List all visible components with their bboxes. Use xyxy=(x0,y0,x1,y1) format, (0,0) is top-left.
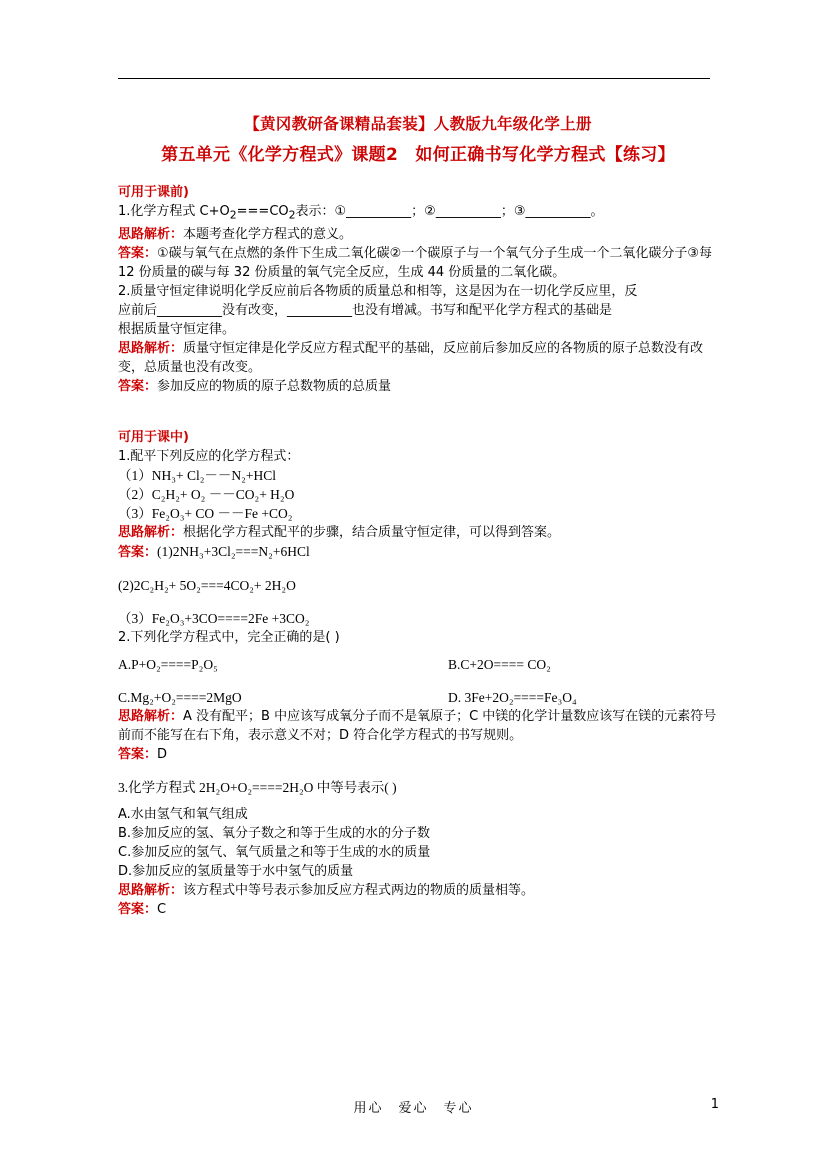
inclass-q1-answer-3: （3）Fe₂O₃+3CO====2Fe +3CO₂ xyxy=(118,610,310,626)
q2-stem-line1: 2.质量守恒定律说明化学反应前后各物质的质量总和相等，这是因为在一切化学反应里，反 xyxy=(118,283,638,299)
q1-stem-before-class: 1.化学方程式 $C+O_2===CO_2$表示：①__________；②__________；③__________。 xyxy=(118,204,604,222)
answer-label: 答案： xyxy=(118,245,158,261)
q1-hint-before-class xyxy=(118,225,718,244)
document-title-line2: 第五单元《化学方程式》课题2 如何正确书写化学方程式【练习】 xyxy=(161,145,675,165)
hint-label: 思路解析： xyxy=(118,226,184,242)
hint-label: 思路解析： xyxy=(118,524,184,540)
inclass-q2-answer-text: D xyxy=(157,746,168,762)
inclass-q3-answer xyxy=(118,900,718,919)
hint-label: 思路解析： xyxy=(118,882,184,898)
q1-answer-before-class xyxy=(118,244,718,282)
q1-stem-part1: 1.化学方程式 C+O xyxy=(118,204,230,219)
inclass-q1-hint-text: 根据化学方程式配平的步骤，结合质量守恒定律，可以得到答案。 xyxy=(183,524,561,540)
inclass-q2-options-row-2 xyxy=(118,688,718,707)
inclass-q3-answer-text: C xyxy=(157,901,167,917)
q2-hint-before-class xyxy=(118,339,718,377)
inclass-q2-options-row-1 xyxy=(118,655,718,674)
answer-label: 答案： xyxy=(118,901,158,917)
inclass-q2-option-a: A.P+O₂====P₂O₅ xyxy=(118,656,218,672)
q2-answer-before-class xyxy=(118,377,718,396)
section-heading-before-class: 可用于课前) xyxy=(118,185,189,200)
q1-stem-part3: 表示：①__________；②__________；③__________。 xyxy=(295,204,604,219)
inclass-q1-item-3: （3）Fe₂O₃+ CO －－Fe +CO₂ xyxy=(118,505,293,521)
q2-stem-line3: 根据质量守恒定律。 xyxy=(118,321,236,337)
inclass-q3-option-b: B.参加反应的氢、氧分子数之和等于生成的水的分子数 xyxy=(118,825,431,841)
inclass-q2-answer xyxy=(118,745,718,764)
section-heading-in-class: 可用于课中) xyxy=(118,429,189,445)
hint-label: 思路解析： xyxy=(118,340,184,356)
hint-label: 思路解析： xyxy=(118,708,184,724)
document-body xyxy=(118,104,718,919)
inclass-q3-hint-text: 该方程式中等号表示参加反应方程式两边的物质的质量相等。 xyxy=(183,882,535,898)
q1-answer-text: ①碳与氧气在点燃的条件下生成二氧化碳②一个碳原子与一个氧气分子生成一个二氧化碳分子③每 12 份质量的碳与每 32 份质量的氧气完全反应，生成 44 份质量的二氧化碳。 xyxy=(118,245,712,280)
inclass-q1-answer-1 xyxy=(118,542,718,562)
inclass-q2-option-b: B.C+2O==== CO₂ xyxy=(448,656,551,672)
document-title-line1: 【黄冈教研备课精品套装】人教版九年级化学上册 xyxy=(244,115,592,133)
inclass-q2-hint-text: A 没有配平；B 中应该写成氧分子而不是氧原子；C 中镁的化学计量数应该写在镁的元素符号前而不能写在右下角，表示意义不对；D 符合化学方程式的书写规则。 xyxy=(118,708,717,743)
page-number: 1 xyxy=(710,1097,719,1112)
inclass-q3-option-a: A.水由氢气和氧气组成 xyxy=(118,806,248,822)
answer-label: 答案： xyxy=(118,378,158,394)
header-rule xyxy=(118,78,710,79)
inclass-q3-hint xyxy=(118,881,718,900)
page-footer: 用心 爱心 专心 xyxy=(353,1101,474,1116)
q2-hint-text: 质量守恒定律是化学反应方程式配平的基础，反应前后参加反应的各物质的原子总数没有改变，总质量也没有改变。 xyxy=(118,340,704,375)
inclass-q1-stem: 1.配平下列反应的化学方程式： xyxy=(118,448,300,464)
inclass-q3-option-c: C.参加反应的氢气、氧气质量之和等于生成的水的质量 xyxy=(118,844,431,860)
inclass-q2-option-c: C.Mg₂+O₂====2MgO xyxy=(118,689,242,705)
answer-label: 答案： xyxy=(118,544,158,560)
q1-hint-text: 本题考查化学方程式的意义。 xyxy=(183,226,353,242)
inclass-q3-option-d: D.参加反应的氢质量等于水中氢气的质量 xyxy=(118,863,354,879)
inclass-q1-answer-text-1: (1)2NH₃+3Cl₂===N₂+6HCl xyxy=(157,543,310,559)
inclass-q1-hint xyxy=(118,523,718,542)
inclass-q1-item-2: （2）C₂H₂+ O₂ －－CO₂+ H₂O xyxy=(118,486,295,502)
q1-stem-part2: ===CO xyxy=(236,204,289,219)
inclass-q3-stem: 3.化学方程式 2H₂O+O₂====2H₂O 中等号表示( ) xyxy=(118,779,397,795)
inclass-q1-answer-2: (2)2C₂H₂+ 5O₂===4CO₂+ 2H₂O xyxy=(118,577,296,593)
inclass-q1-item-1: （1）NH₃+ Cl₂－－N₂+HCl xyxy=(118,467,276,483)
inclass-q2-option-d: D. 3Fe+2O₂====Fe₃O₄ xyxy=(448,689,577,705)
q2-answer-text: 参加反应的物质的原子总数物质的总质量 xyxy=(157,378,392,394)
q2-stem-line2: 应前后__________没有改变，__________也没有增减。书写和配平化学方程式的基础是 xyxy=(118,302,613,318)
inclass-q2-stem: 2.下列化学方程式中，完全正确的是( ) xyxy=(118,629,340,645)
answer-label: 答案： xyxy=(118,746,158,762)
inclass-q2-hint xyxy=(118,707,718,745)
